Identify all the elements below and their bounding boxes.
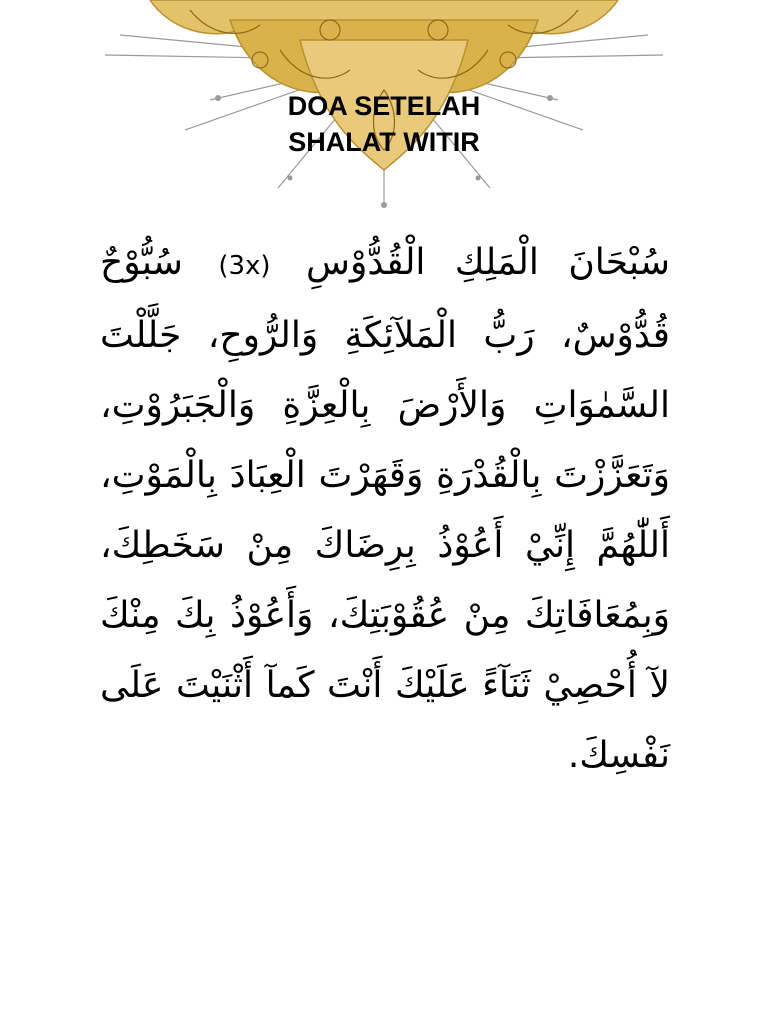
title-line-1: DOA SETELAH	[287, 91, 481, 121]
repeat-count: (3x)	[218, 251, 271, 281]
dua-text	[100, 228, 670, 791]
page-title	[0, 88, 768, 160]
dua-part-1: سُبْحَانَ الْمَلِكِ الْقُدُّوْسِ	[306, 242, 670, 283]
dua-part-2: سُبُّوْحٌ قُدُّوْسٌ، رَبُّ الْمَلآئِكَةِ وَالرُّوحِ، جَلَّلْتَ السَّمٰوَاتِ وَالأَرْضَ بِالْعِزَّةِ وَالْجَبَرُوْتِ، وَتَعَزَّزْتَ بِالْقُدْرَةِ وَقَهَرْتَ الْعِبَادَ بِالْمَوْتِ، أَللّٰهُمَّ إِنِّيْ أَعُوْذُ بِرِضَاكَ مِنْ سَخَطِكَ، وَبِمُعَافَاتِكَ مِنْ عُقُوْبَتِكَ، وَأَعُوْذُ بِكَ مِنْكَ لآ أُحْصِيْ ثَنَآءً عَلَيْكَ أَنْتَ كَمآ أَثْنَيْتَ عَلَى نَفْسِكَ.	[100, 242, 670, 776]
title-line-2: SHALAT WITIR	[288, 127, 480, 157]
